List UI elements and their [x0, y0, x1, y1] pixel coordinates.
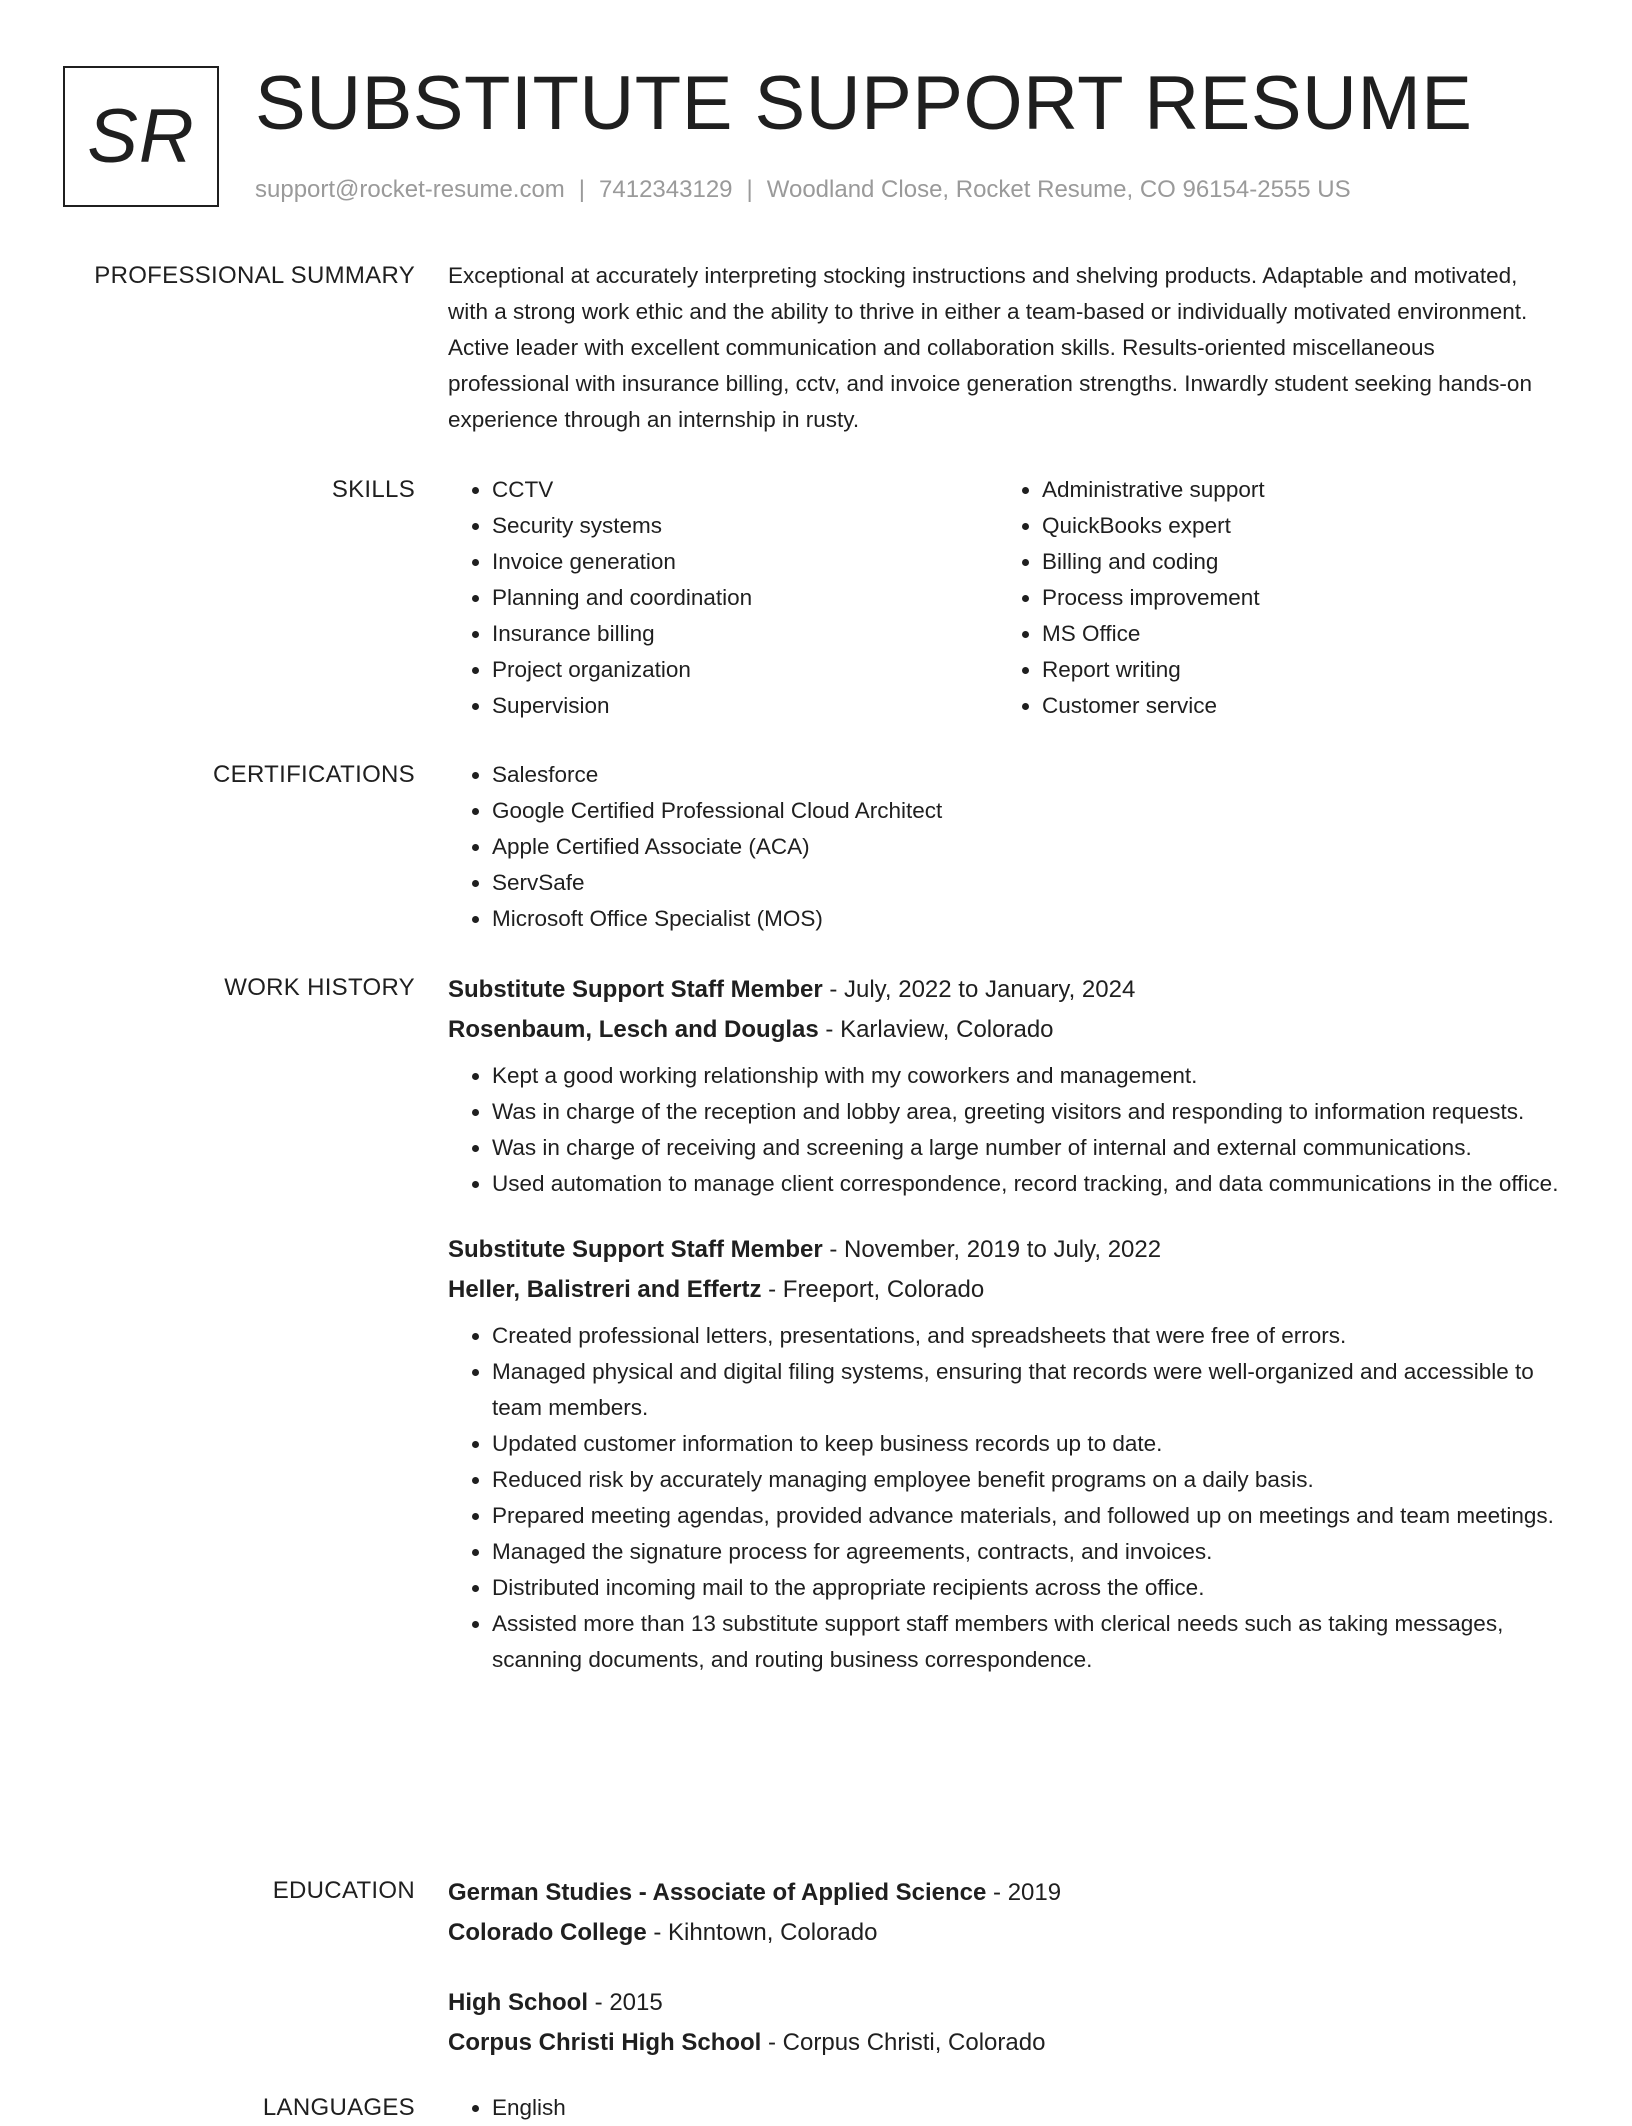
education-year: - 2015: [588, 1989, 663, 2016]
list-item: • CCTV: [492, 472, 998, 508]
contact-line: [255, 176, 1351, 204]
list-item: • Created professional letters, presentations, and spreadsheets that were free of errors.: [492, 1318, 1562, 1354]
education-degree: High School: [448, 1989, 588, 2016]
contact-email: support@rocket-resume.com: [255, 176, 565, 203]
list-item: • Security systems: [492, 508, 998, 544]
list-item: • Process improvement: [1042, 580, 1548, 616]
job-dates: - July, 2022 to January, 2024: [822, 976, 1136, 1003]
list-item: • Supervision: [492, 688, 998, 724]
job-dates: - November, 2019 to July, 2022: [822, 1236, 1162, 1263]
job-title-line: [448, 1230, 1562, 1270]
education-degree-line: [448, 1983, 1562, 2023]
list-item: • Was in charge of receiving and screening a large number of internal and external communications.: [492, 1130, 1562, 1166]
list-item: • Kept a good working relationship with my coworkers and management.: [492, 1058, 1562, 1094]
resume-header: [63, 61, 1592, 211]
list-item: • Report writing: [1042, 652, 1548, 688]
job-company: Heller, Balistreri and Effertz: [448, 1276, 762, 1303]
list-item: • Managed physical and digital filing systems, ensuring that records were well-organized and accessible to team members.: [492, 1354, 1562, 1426]
section-title-skills: SKILLS: [331, 476, 415, 503]
list-item: • Reduced risk by accurately managing employee benefit programs on a daily basis.: [492, 1462, 1562, 1498]
certifications-list: [448, 757, 1562, 937]
job-title-line: [448, 970, 1562, 1010]
contact-address: Woodland Close, Rocket Resume, CO 96154-2555 US: [766, 176, 1351, 203]
list-item: • MS Office: [1042, 616, 1548, 652]
section-title-work: WORK HISTORY: [224, 974, 415, 1001]
list-item: • English: [492, 2090, 1562, 2126]
job-company-line: [448, 1270, 1562, 1310]
education-list: [448, 1873, 1562, 2093]
contact-phone: 7412343129: [599, 176, 733, 203]
education-degree-line: [448, 1873, 1562, 1913]
section-title-education: EDUCATION: [272, 1877, 415, 1904]
section-title-summary: PROFESSIONAL SUMMARY: [94, 262, 415, 289]
contact-separator: |: [578, 176, 586, 203]
list-item: • QuickBooks expert: [1042, 508, 1548, 544]
list-item: • Salesforce: [492, 757, 1562, 793]
list-item: • Was in charge of the reception and lobby area, greeting visitors and responding to information requests.: [492, 1094, 1562, 1130]
languages-list: [448, 2090, 1562, 2126]
job-entry: [448, 1230, 1562, 1678]
skills-column-left: [448, 472, 998, 724]
education-location: - Kihntown, Colorado: [646, 1919, 878, 1946]
skills-column-right: [998, 472, 1548, 724]
education-school-line: [448, 2023, 1562, 2063]
list-item: • Prepared meeting agendas, provided advance materials, and followed up on meetings and team meetings.: [492, 1498, 1562, 1534]
education-location: - Corpus Christi, Colorado: [761, 2029, 1046, 2056]
education-school: Colorado College: [448, 1919, 647, 1946]
monogram-box: SR: [63, 66, 219, 207]
section-title-languages: LANGUAGES: [262, 2094, 415, 2121]
job-entry: [448, 970, 1562, 1202]
list-item: • Microsoft Office Specialist (MOS): [492, 901, 1562, 937]
list-item: • Distributed incoming mail to the appropriate recipients across the office.: [492, 1570, 1562, 1606]
job-location: - Freeport, Colorado: [761, 1276, 985, 1303]
section-title-certifications: CERTIFICATIONS: [213, 761, 415, 788]
education-year: - 2019: [986, 1879, 1062, 1906]
list-item: • Managed the signature process for agreements, contracts, and invoices.: [492, 1534, 1562, 1570]
list-item: • Planning and coordination: [492, 580, 998, 616]
resume-title: SUBSTITUTE SUPPORT RESUME: [255, 61, 1473, 146]
job-location: - Karlaview, Colorado: [818, 1016, 1054, 1043]
job-company: Rosenbaum, Lesch and Douglas: [448, 1016, 819, 1043]
education-entry: [448, 1873, 1562, 1953]
list-item: • Updated customer information to keep business records up to date.: [492, 1426, 1562, 1462]
education-school-line: [448, 1913, 1562, 1953]
list-item: • Customer service: [1042, 688, 1548, 724]
job-role: Substitute Support Staff Member: [448, 1236, 823, 1263]
list-item: • Project organization: [492, 652, 998, 688]
job-role: Substitute Support Staff Member: [448, 976, 823, 1003]
list-item: • Apple Certified Associate (ACA): [492, 829, 1562, 865]
list-item: • Administrative support: [1042, 472, 1548, 508]
education-entry: [448, 1983, 1562, 2063]
education-degree: German Studies - Associate of Applied Science: [448, 1879, 987, 1906]
skills-list: [448, 472, 1562, 724]
work-list: [448, 970, 1562, 1706]
list-item: • ServSafe: [492, 865, 1562, 901]
job-company-line: [448, 1010, 1562, 1050]
education-school: Corpus Christi High School: [448, 2029, 762, 2056]
list-item: • Insurance billing: [492, 616, 998, 652]
list-item: • Used automation to manage client correspondence, record tracking, and data communications in the office.: [492, 1166, 1562, 1202]
summary-text: Exceptional at accurately interpreting stocking instructions and shelving products. Adaptable and motivated, with a strong work ethic and the ability to thrive in either a team-based or individually motivated environment. Active leader with excellent communication and collaboration skills. Results-oriented miscellaneous professional with insurance billing, cctv, and invoice generation strengths. Inwardly student seeking hands-on experience through an internship in rusty.: [448, 263, 1532, 432]
list-item: • Billing and coding: [1042, 544, 1548, 580]
list-item: • Invoice generation: [492, 544, 998, 580]
list-item: • Assisted more than 13 substitute support staff members with clerical needs such as taking messages, scanning documents, and routing business correspondence.: [492, 1606, 1562, 1678]
contact-separator: |: [746, 176, 753, 203]
list-item: • Google Certified Professional Cloud Architect: [492, 793, 1562, 829]
